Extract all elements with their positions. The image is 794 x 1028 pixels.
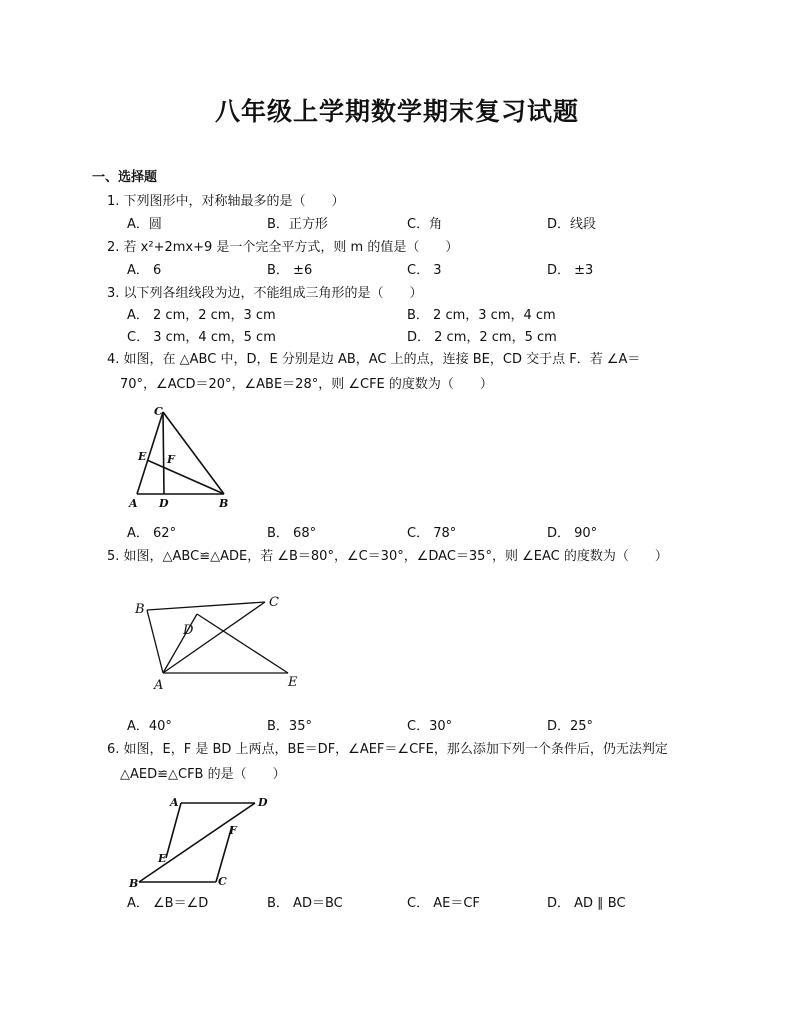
parallelogram-figure <box>125 792 275 892</box>
question-4-stem-continued: 70°，∠ACD＝20°，∠ABE＝28°，则 ∠CFE 的度数为（ ） <box>120 377 493 392</box>
question-3-option-c[interactable]: C． 3 cm，4 cm，5 cm <box>127 330 276 345</box>
question-2-stem: 2. 若 x²+2mx+9 是一个完全平方式，则 m 的值是（ ） <box>107 240 459 255</box>
question-4-option-c[interactable]: C． 78° <box>407 526 457 541</box>
page-title: 八年级上学期数学期末复习试题 <box>214 97 579 126</box>
question-4-option-d[interactable]: D． 90° <box>547 526 598 541</box>
label-e: E <box>288 675 298 690</box>
question-3-option-d[interactable]: D． 2 cm，2 cm，5 cm <box>407 330 557 345</box>
question-1-option-c[interactable]: C．角 <box>407 217 443 232</box>
label-f: F <box>229 824 237 837</box>
label-a: A <box>154 678 164 693</box>
label-d: D <box>159 497 169 510</box>
question-5-option-c[interactable]: C．30° <box>407 719 453 734</box>
label-f: F <box>167 453 175 466</box>
question-3-option-b[interactable]: B． 2 cm，3 cm，4 cm <box>407 308 556 323</box>
question-1-stem: 1. 下列图形中，对称轴最多的是（ ） <box>107 194 345 209</box>
question-4-option-b[interactable]: B． 68° <box>267 526 317 541</box>
question-2-option-c[interactable]: C． 3 <box>407 263 442 278</box>
label-e: E <box>158 852 167 865</box>
label-e: E <box>138 450 147 463</box>
question-6-stem: 6. 如图，E，F 是 BD 上两点，BE＝DF，∠AEF＝∠CFE，那么添加下列一个条件后，仍无法判定 <box>107 742 668 757</box>
question-5-option-d[interactable]: D．25° <box>547 719 594 734</box>
question-3-option-a[interactable]: A． 2 cm，2 cm，3 cm <box>127 308 276 323</box>
label-b: B <box>219 497 229 510</box>
question-6-stem-continued: △AED≌△CFB 的是（ ） <box>120 767 286 782</box>
label-a: A <box>129 497 138 510</box>
congruent-triangles-figure <box>130 590 310 696</box>
question-1-option-a[interactable]: A．圆 <box>127 217 162 232</box>
question-2-option-a[interactable]: A． 6 <box>127 263 162 278</box>
label-b: B <box>135 602 145 617</box>
question-4-option-a[interactable]: A． 62° <box>127 526 177 541</box>
question-5-option-b[interactable]: B．35° <box>267 719 312 734</box>
label-c: C <box>218 875 227 888</box>
question-6-option-c[interactable]: C． AE＝CF <box>407 896 480 911</box>
question-6-option-a[interactable]: A． ∠B＝∠D <box>127 896 209 911</box>
question-5-option-a[interactable]: A．40° <box>127 719 172 734</box>
label-d: D <box>258 796 268 809</box>
question-2-option-d[interactable]: D． ±3 <box>547 263 594 278</box>
question-6-option-b[interactable]: B． AD＝BC <box>267 896 343 911</box>
question-6-option-d[interactable]: D． AD ∥ BC <box>547 896 626 911</box>
label-a: A <box>170 796 179 809</box>
label-d: D <box>183 623 194 638</box>
triangle-abc-figure <box>125 402 235 514</box>
question-4-stem: 4. 如图，在 △ABC 中，D，E 分别是边 AB，AC 上的点，连接 BE，CD 交于点 F．若 ∠A＝ <box>107 352 641 367</box>
label-c: C <box>269 595 279 610</box>
question-3-stem: 3. 以下列各组线段为边，不能组成三角形的是（ ） <box>107 286 423 301</box>
question-5-stem: 5. 如图，△ABC≌△ADE，若 ∠B＝80°，∠C＝30°，∠DAC＝35°，则 ∠EAC 的度数为（ ） <box>107 549 668 564</box>
question-2-option-b[interactable]: B． ±6 <box>267 263 313 278</box>
label-b: B <box>129 877 139 890</box>
label-c: C <box>154 405 163 418</box>
question-1-option-d[interactable]: D．线段 <box>547 217 597 232</box>
question-1-option-b[interactable]: B．正方形 <box>267 217 328 232</box>
section-heading: 一、选择题 <box>92 170 158 185</box>
